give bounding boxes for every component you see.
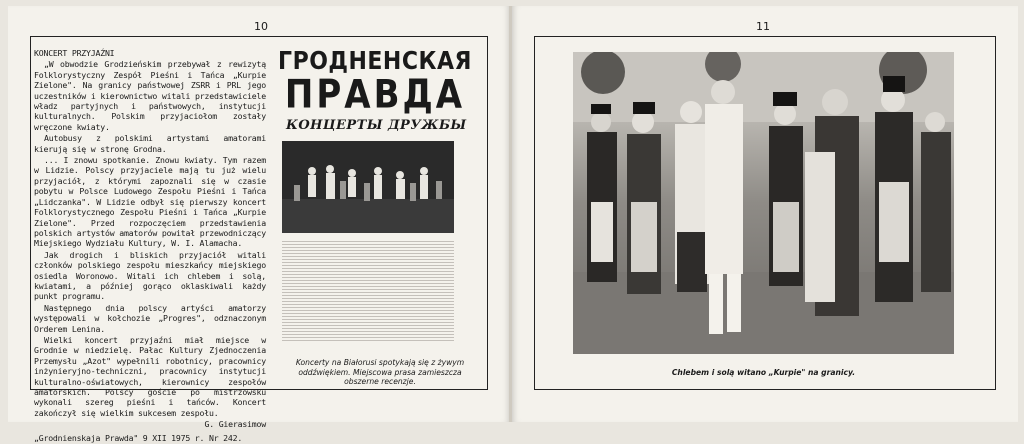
article-heading: KONCERT PRZYJAŹNI	[34, 48, 115, 58]
article-source: „Grodnienskaja Prawda" 9 XII 1975 r. Nr 242.	[34, 432, 243, 443]
article-paragraph: Następnego dnia polscy artyści amatorzy występowali w kołchozie „Progres", odznaczonym Orderem Lenina.	[34, 302, 266, 334]
newspaper-clipping	[278, 47, 472, 356]
newspaper-photo	[282, 141, 454, 233]
newspaper-body-text	[282, 239, 454, 343]
newspaper-headline: КОНЦЕРТЫ ДРУЖБЫ	[286, 118, 467, 133]
newspaper-masthead-line1: ГРОДНЕНСКАЯ	[278, 47, 472, 76]
article-text	[34, 48, 266, 444]
stage-performance-image	[282, 141, 454, 233]
folk-group-photo	[573, 52, 954, 354]
page-number-left: 10	[254, 20, 268, 33]
article-paragraph: Wielki koncert przyjaźni miał miejsce w Grodnie w niedzielę. Pałac Kultury Zjednoczenia Przemysłu „Azot" wypełnili robotnicy, pracownicy inżynieryjno-techniczni, pracownicy instytucji kulturalno-oświatowych, kierownicy zespołów amatorskich. Polscy goście po mistrzowsku wykonali szereg pieśni i tańców. Koncert zakończył się wielkim sukcesem zespołu.	[34, 334, 266, 418]
article-paragraph: Autobusy z polskimi artystami amatorami kierują się w stronę Grodna.	[34, 133, 266, 154]
newspaper-masthead-line2: ПРАВДА	[284, 72, 466, 118]
article-paragraph: „W obwodzie Grodzieńskim przebywał z rewizytą Folklorystyczny Zespół Pieśni i Tańca „Kurpie Zielone". Na granicy państwowej ZSRR i PRL jego uczestników i kierownictwo witali przedstawiciele władz partyjnych i państwowych, instytucji kulturalnych. Polskim przyjaciołom zostały wręczone kwiaty.	[34, 59, 266, 132]
article-paragraph: ... I znowu spotkanie. Znowu kwiaty. Tym razem w Lidzie. Polscy przyjaciele mają tu już wielu przyjaciół, z którymi zapoznali się w czasie pobytu w Polsce Ludowego Zespołu Pieśni i Tańca „Lidczanka". W Lidzie odbył się pierwszy koncert Folklorystycznego Zespołu Pieśni i Tańca „Kurpie Zielone". Przed rozpoczęciem przedstawienia polskich artystów amatorów powitał przewodniczący Miejskiego Wydziału Kultury, W. I. Alamacha.	[34, 155, 266, 249]
greeting-ceremony-image	[573, 52, 954, 354]
photo-caption: Chlebem i solą witano „Kurpie" na granicy.	[671, 368, 856, 377]
article-paragraph: Jak drogich i bliskich przyjaciół witali członków polskiego zespołu mieszkańcy miejskiego osiedla Woronowo. Witali ich chlebem i solą, kwiatami, a później gorąco oklaskiwali każdy punkt programu.	[34, 249, 266, 302]
article-signature: G. Gierasimow	[204, 419, 266, 430]
newspaper-caption: Koncerty na Białorusi spotykają się z żywym oddźwiękiem. Miejscowa prasa zamieszcza obszerne recenzje.	[295, 358, 465, 386]
page-number-right: 11	[756, 20, 770, 33]
